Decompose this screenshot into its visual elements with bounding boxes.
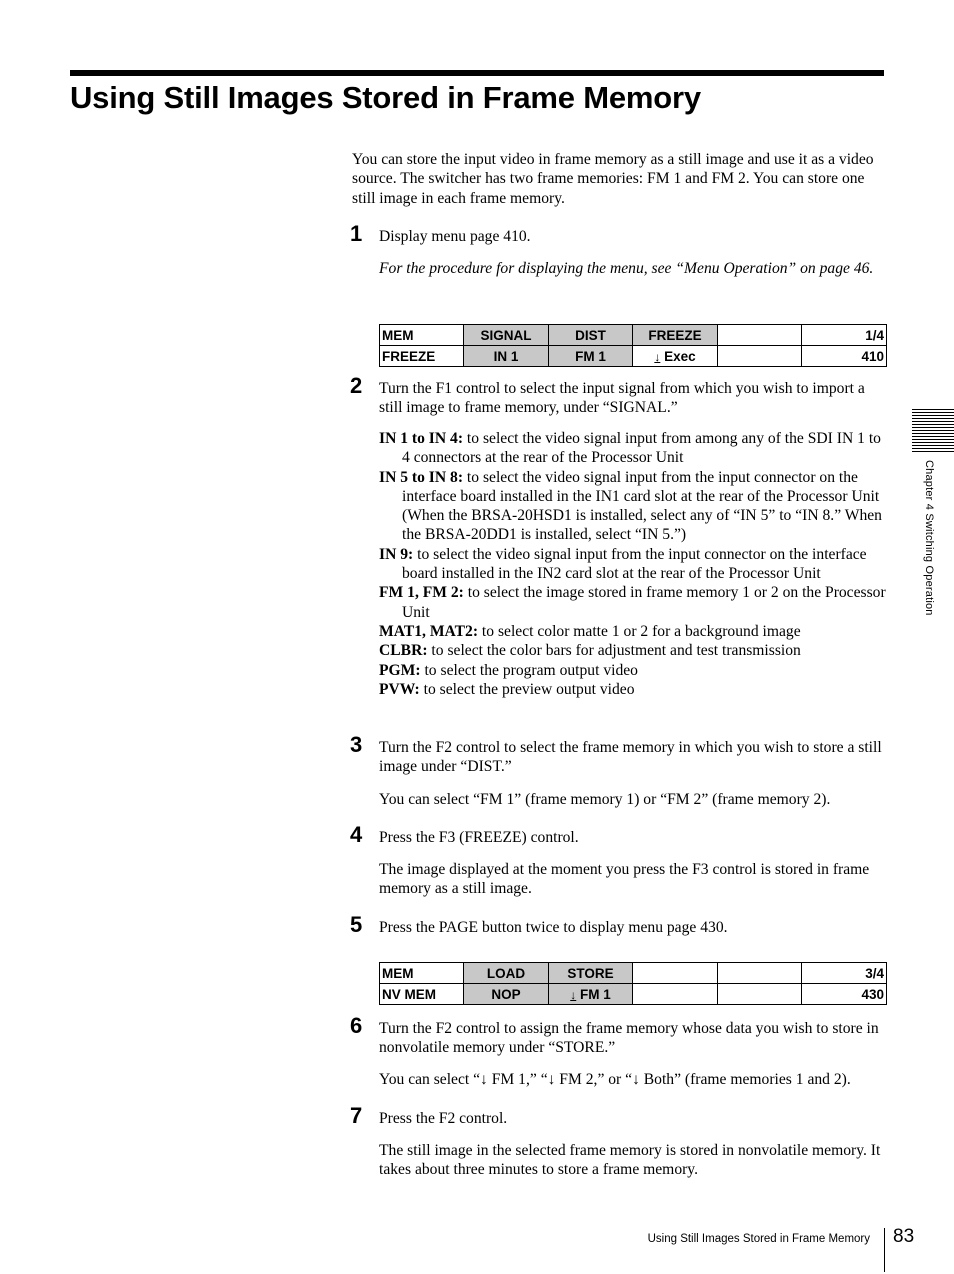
menu-410-row-1 [380,325,887,346]
title-rule [70,70,884,76]
menu-cell: IN 1 [464,346,549,367]
signal-option [379,545,887,584]
option-term: MAT1, MAT2: [379,622,479,640]
option-desc: to select color matte 1 or 2 for a background image [478,622,801,640]
chapter-tab-marker [912,409,954,453]
option-desc: to select the program output video [420,661,638,679]
step-6-number: 6 [350,1013,363,1038]
step-1-text: Display menu page 410. [379,228,531,245]
signal-option [379,583,887,622]
menu-430-row-1 [380,963,887,984]
menu-cell [718,325,802,346]
signal-option [379,680,887,699]
option-term: FM 1, FM 2: [379,584,464,602]
signal-option [379,661,887,680]
option-desc: to select the video signal input from the input connector on the interface board installed in the IN1 card slot at the rear of the Processor Unit (When the BRSA-20HSD1 is installed, select any of “IN 5” to “IN 8.” When the BRSA-20DD1 is installed, select “IN 5.”) [402,468,882,544]
menu-430-row-2 [380,984,887,1005]
option-desc: to select the video signal input from the input connector on the interface board installed in the IN2 card slot at the rear of the Processor Unit [402,545,867,583]
menu-cell: NV MEM [380,984,464,1005]
menu-cell [718,984,802,1005]
step-7-text: Press the F2 control. [379,1110,508,1127]
step-2-text: Turn the F1 control to select the input signal from which you wish to import a still image to frame memory, under “SIGNAL.” [379,380,865,417]
menu-cell: FREEZE [633,325,718,346]
menu-cell: MEM [380,325,464,346]
menu-page-410 [379,324,887,367]
menu-cell: DIST [549,325,633,346]
signal-option-list [379,429,887,699]
option-term: IN 1 to IN 4: [379,430,464,447]
menu-cell: NOP [464,984,549,1005]
option-desc: to select the image stored in frame memory 1 or 2 on the Processor Unit [402,584,886,621]
signal-option [379,622,887,641]
running-footer: Using Still Images Stored in Frame Memory [647,1233,870,1245]
option-term: IN 5 to IN 8: [379,468,464,486]
step-5-number: 5 [350,912,363,937]
menu-cell [718,346,802,367]
page-number: 83 [893,1226,915,1247]
menu-cell [718,963,802,984]
menu-cell-label: FM 1 [580,986,611,1002]
option-term: CLBR: [379,642,428,660]
chapter-side-label: Chapter 4 Switching Operation [923,460,935,616]
menu-410-row-2 [380,346,887,367]
option-term: IN 9: [379,545,414,563]
step-7-after: The still image in the selected frame memory is stored in nonvolatile memory. It takes about three minutes to store a frame memory. [379,1142,881,1179]
step-4-text: Press the F3 (FREEZE) control. [379,829,579,846]
menu-cell-label: Exec [664,348,696,364]
down-arrow-icon: ↓ [570,987,577,1002]
step-1-note: For the procedure for displaying the menu, see “Menu Operation” on page 46. [379,260,874,277]
option-desc: to select the color bars for adjustment and test transmission [427,642,801,660]
step-2-number: 2 [350,373,363,398]
option-term: PVW: [379,680,420,698]
signal-option [379,429,887,468]
step-6-after: You can select “↓ FM 1,” “↓ FM 2,” or “↓ Both” (frame memories 1 and 2). [379,1071,851,1088]
menu-cell: 430 [802,984,887,1005]
step-3-number: 3 [350,732,363,757]
step-4-after: The image displayed at the moment you press the F3 control is stored in frame memory as a still image. [379,861,870,898]
signal-option [379,641,887,660]
menu-cell: 3/4 [802,963,887,984]
menu-cell: FREEZE [380,346,464,367]
menu-page-430 [379,962,887,1005]
menu-cell-store [549,984,633,1005]
option-desc: to select the video signal input from among any of the SDI IN 1 to 4 connectors at the rear of the Processor Unit [402,430,881,467]
menu-cell: STORE [549,963,633,984]
footer-divider [884,1228,885,1272]
menu-cell: 1/4 [802,325,887,346]
page-title: Using Still Images Stored in Frame Memory [70,80,701,115]
signal-option [379,468,887,545]
step-4-number: 4 [350,822,363,847]
menu-cell: SIGNAL [464,325,549,346]
step-6-text: Turn the F2 control to assign the frame memory whose data you wish to store in nonvolatile memory under “STORE.” [379,1020,879,1057]
option-term: PGM: [379,661,421,679]
step-3-text: Turn the F2 control to select the frame memory in which you wish to store a still image under “DIST.” [379,739,882,776]
intro-paragraph: You can store the input video in frame memory as a still image and use it as a video source. The switcher has two frame memories: FM 1 and FM 2. You can store one still image in each frame memory. [352,151,874,207]
menu-cell: MEM [380,963,464,984]
step-3-after: You can select “FM 1” (frame memory 1) or “FM 2” (frame memory 2). [379,791,831,808]
down-arrow-icon: ↓ [654,349,661,364]
menu-cell [633,963,718,984]
menu-cell: LOAD [464,963,549,984]
option-desc: to select the preview output video [419,680,635,698]
menu-cell-exec [633,346,718,367]
step-7-number: 7 [350,1103,363,1128]
step-1-number: 1 [350,221,363,246]
menu-cell: 410 [802,346,887,367]
menu-cell [633,984,718,1005]
menu-cell: FM 1 [549,346,633,367]
step-5-text: Press the PAGE button twice to display menu page 430. [379,919,728,936]
